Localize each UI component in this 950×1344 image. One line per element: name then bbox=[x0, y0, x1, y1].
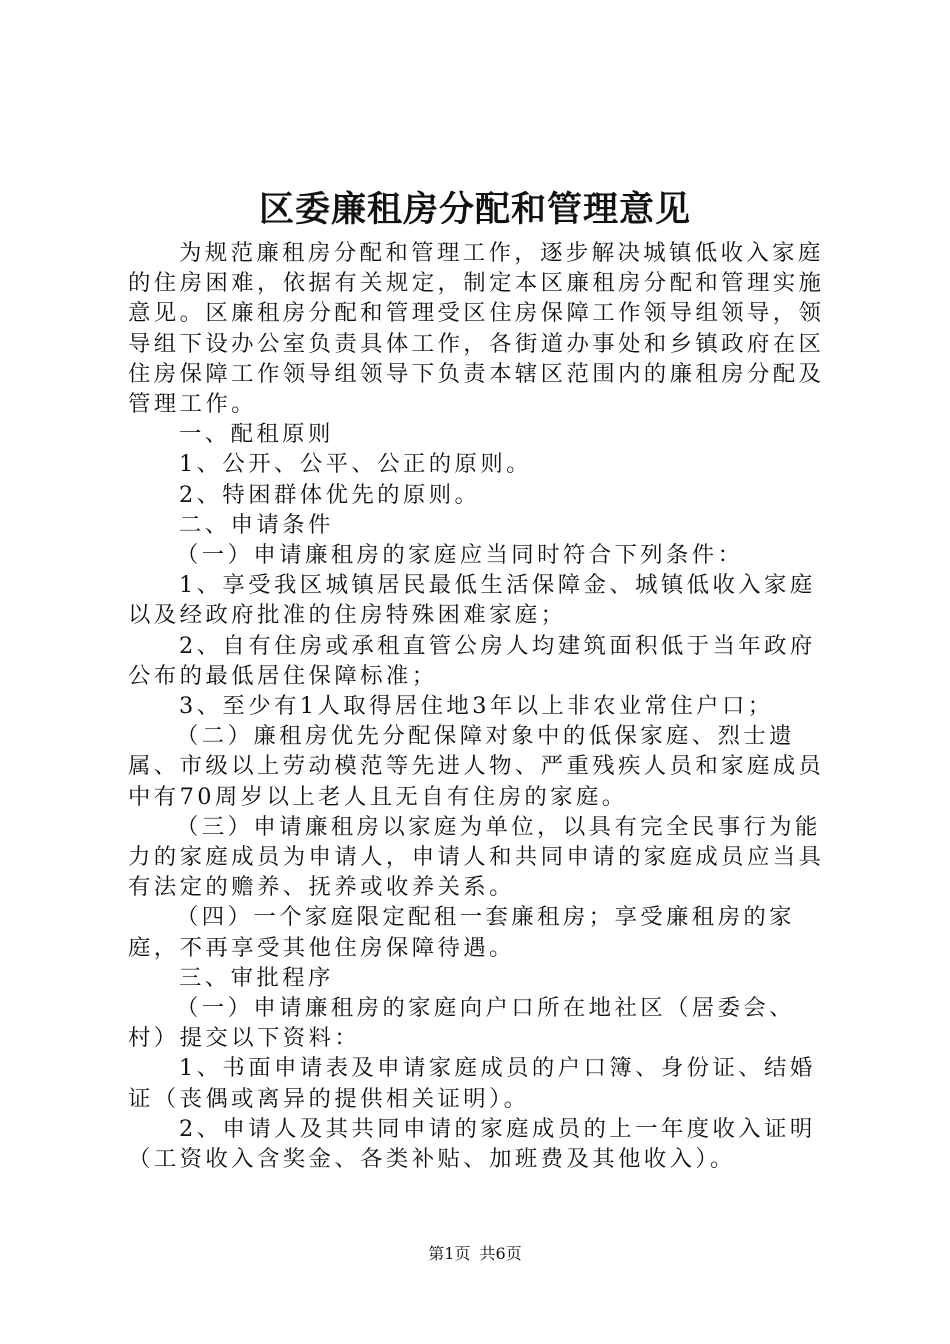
document-body bbox=[128, 238, 828, 1174]
principle-item-1: 1、公开、公平、公正的原则。 bbox=[179, 451, 532, 478]
condition-subsection-1: （一）申请廉租房的家庭应当同时符合下列条件： bbox=[176, 542, 744, 569]
intro-paragraph: 为规范廉租房分配和管理工作，逐步解决城镇低收入家庭的住房困难，依据有关规定，制定本区廉租房分配和管理实施意见。区廉租房分配和管理受区住房保障工作领导组领导，领导组下设办公室负责具体工作，各街道办事处和乡镇政府在区住房保障工作领导组领导下负责本辖区范围内的廉租房分配及管理工作。 bbox=[128, 240, 825, 418]
approval-item-2: 2、申请人及其共同申请的家庭成员的上一年度收入证明（工资收入含奖金、各类补贴、加班费及其他收入）。 bbox=[128, 1115, 816, 1173]
section-heading-approval: 三、审批程序 bbox=[179, 964, 334, 991]
section-heading-principles: 一、配租原则 bbox=[179, 421, 334, 448]
condition-item-3: 3、至少有1人取得居住地3年以上非农业常住户口； bbox=[179, 693, 774, 720]
condition-item-1: 1、享受我区城镇居民最低生活保障金、城镇低收入家庭以及经政府批准的住房特殊困难家庭； bbox=[128, 572, 816, 629]
condition-subsection-4: （四）一个家庭限定配租一套廉租房；享受廉租房的家庭，不再享受其他住房保障待遇。 bbox=[128, 904, 795, 961]
document-title: 区委廉租房分配和管理意见 bbox=[258, 189, 691, 230]
section-heading-conditions: 二、申请条件 bbox=[179, 511, 334, 538]
condition-subsection-2: （二）廉租房优先分配保障对象中的低保家庭、烈士遗属、市级以上劳动模范等先进人物、严重残疾人员和家庭成员中有70周岁以上老人且无自有住房的家庭。 bbox=[128, 723, 825, 810]
approval-subsection-1: （一）申请廉租房的家庭向户口所在地社区（居委会、村）提交以下资料： bbox=[128, 995, 795, 1052]
approval-item-1: 1、书面申请表及申请家庭成员的户口簿、身份证、结婚证（丧偶或离异的提供相关证明）。 bbox=[128, 1055, 816, 1112]
page-number: 第1页 bbox=[428, 1244, 471, 1263]
condition-subsection-3: （三）申请廉租房以家庭为单位，以具有完全民事行为能力的家庭成员为申请人，申请人和共同申请的家庭成员应当具有法定的赡养、抚养或收养关系。 bbox=[128, 813, 825, 901]
condition-item-2: 2、自有住房或承租直管公房人均建筑面积低于当年政府公布的最低居住保障标准； bbox=[128, 632, 816, 689]
principle-item-2: 2、特困群体优先的原则。 bbox=[179, 481, 481, 508]
page-footer bbox=[0, 1244, 950, 1264]
page-total: 共6页 bbox=[479, 1244, 522, 1263]
